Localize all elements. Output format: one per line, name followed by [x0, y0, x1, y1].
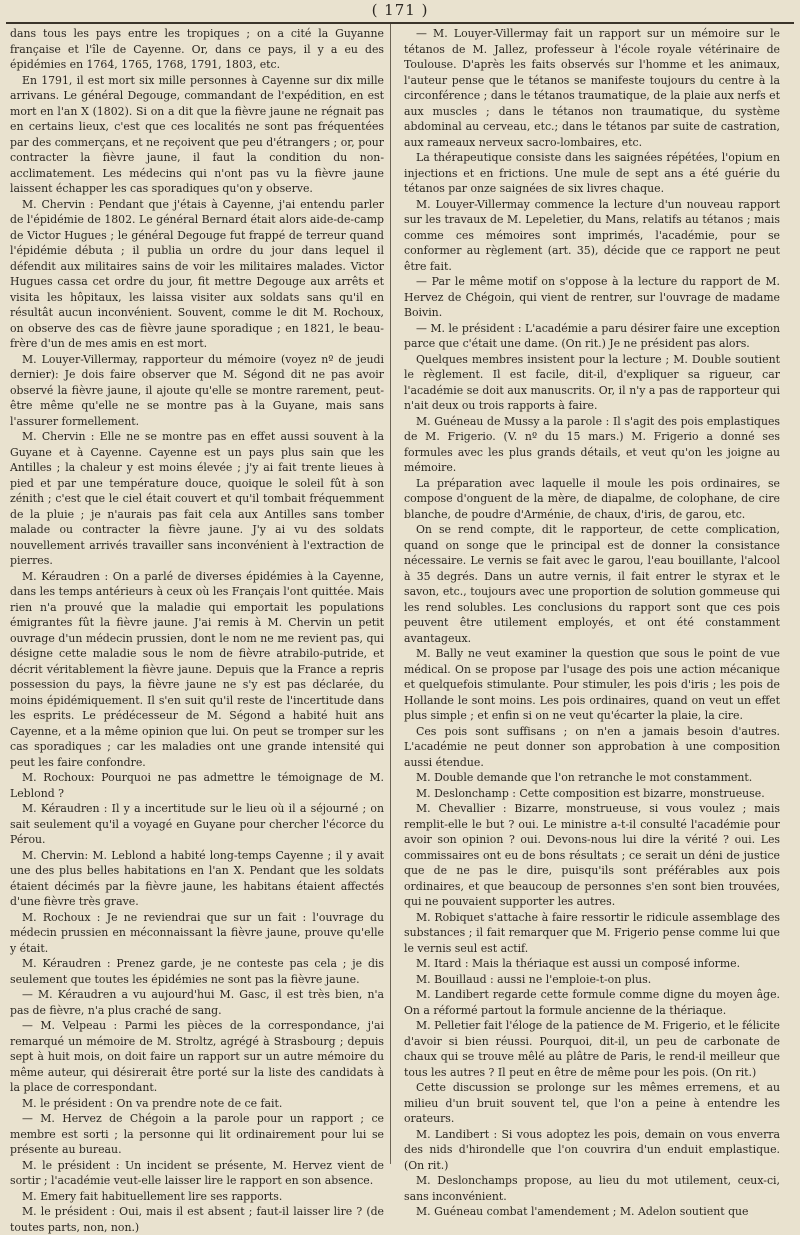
paragraph: M. Itard : Mais la thériaque est aussi un composé informe.: [416, 957, 741, 970]
paragraph: M. Louyer-Villermay commence la lecture d'un nouveau rapport sur les travaux de M. Lepeletier, du Mans, relatifs au tétanos ; mais comme ces mémoires sont imprimés, l'académie, pour se conformer au règlement (art. 35), décide que ce rapport ne peut être fait.: [404, 197, 780, 273]
paragraph: M. Chervin: M. Leblond a habité long-temps Cayenne ; il y avait une des plus belles habitations en l'an X. Pendant que les soldats étaient décimés par la fièvre jaune, les habitans étaient affectés d'une fièvre très grave.: [10, 848, 384, 908]
paragraph: M. Guéneau combat l'amendement ; M. Adelon soutient que: [416, 1205, 749, 1218]
paragraph: M. Landibert regarde cette formule comme digne du moyen âge. On a réformé partout la formule ancienne de la thériaque.: [404, 988, 780, 1017]
paragraph: M. Kéraudren : On a parlé de diverses épidémies à la Cayenne, dans les temps antérieurs à ceux où les Français l'ont quittée. Mais rien n'a prouvé que la maladie qui emportait les populations émigrantes fût la fièvre jaune. J'ai remis à M. Chervin un petit ouvrage d'un médecin prussien, dont le nom ne me revient pas, qui désigne cette maladie sous le nom de fièvre atrabilo-putride, et décrit véritablement la fièvre jaune. Depuis que la France a repris possession du pays, la fièvre jaune ne s'y est pas déclarée, du moins épidémiquement. Il s'en suit qu'il reste de l'incertitude dans les esprits. Le prédécesseur de M. Ségond a habité huit ans Cayenne, et a la même opinion que lui. On peut se tromper sur les cas sporadiques ; car les maladies ont une grande intensité qui peut les faire confondre.: [10, 569, 384, 769]
paragraph: Cette discussion se prolonge sur les mêmes erremens, et au milieu d'un bruit souvent tel, que l'on a peine à entendre les orateurs.: [404, 1081, 780, 1125]
paragraph: M. Chervin : Pendant que j'étais à Cayenne, j'ai entendu parler de l'épidémie de 1802. Le général Bernard était alors aide-de-camp de Victor Hugues ; le général Degouge fut frappé de terreur quand l'épidémie débuta ; il publia un ordre du jour dans lequel il défendit aux militaires sains de voir les militaires malades. Victor Hugues cassa cet ordre du jour, fit mettre Degouge aux arrêts et visita les hôpitaux, les laissa visiter aux soldats sans qu'il en résultât aucun inconvénient. Souvent, comme le dit M. Rochoux, on observe des cas de fièvre jaune sporadique ; en 1821, le beau-frère d'un de mes amis en est mort.: [10, 197, 384, 350]
paragraph: M. Guéneau de Mussy a la parole : Il s'agit des pois emplastiques de M. Frigerio. (V. nº du 15 mars.) M. Frigerio a donné ses formules avec les plus grands détails, et veut qu'on les joigne au mémoire.: [404, 414, 780, 474]
paragraph: Ces pois sont suffisans ; on n'en a jamais besoin d'autres. L'académie ne peut donner son approbation à une composition aussi étendue.: [404, 724, 780, 769]
paragraph: M. Deslonchamps propose, au lieu du mot utilement, ceux-ci, sans inconvénient.: [404, 1174, 780, 1203]
paragraph: dans tous les pays entre les tropiques ; on a cité la Guyanne française et l'île de Cayenne. Or, dans ce pays, il y a eu des épidémies en 1764, 1765, 1768, 1791, 1803, etc.: [10, 27, 384, 71]
paragraph: — M. le président : L'académie a paru désirer faire une exception parce que c'était une dame. (On rit.) Je ne président pas alors.: [404, 321, 780, 350]
paragraph: — M. Kéraudren a vu aujourd'hui M. Gasc, il est très bien, n'a pas de fièvre, n'a plus craché de sang.: [10, 988, 384, 1017]
paragraph: M. le président : On va prendre note de ce fait.: [22, 1096, 283, 1110]
paragraph: La préparation avec laquelle il moule les pois ordinaires, se compose d'onguent de la mère, de diapalme, de colophane, de cire blanche, de poudre d'Arménie, de chaux, d'iris, de garou, etc.: [404, 476, 780, 521]
paragraph: M. Kéraudren : Il y a incertitude sur le lieu où il a séjourné ; on sait seulement qu'il a voyagé en Guyane pour chercher l'écorce du Pérou.: [10, 802, 384, 846]
paragraph: M. Landibert : Si vous adoptez les pois, demain on vous enverra des nids d'hirondelle que l'on couvrira d'un enduit emplastique. (On rit.): [404, 1127, 780, 1172]
paragraph: M. Robiquet s'attache à faire ressortir le ridicule assemblage des substances ; il fait remarquer que M. Frigerio pense comme lui que le vernis seul est actif.: [404, 910, 780, 955]
paragraph: M. Bouillaud : aussi ne l'emploie-t-on plus.: [416, 972, 652, 986]
paragraph: En 1791, il est mort six mille personnes à Cayenne sur dix mille arrivans. Le général Degouge, commandant de l'expédition, en est mort en l'an X (1802). Si on a dit que la fièvre jaune ne régnait pas en certains lieux, c'est que ces localités ne sont pas fréquentées par des commerçans, et ne reçoivent que peu d'étrangers ; or, pour contracter la fièvre jaune, il faut la condition du non-acclimatement. Les médecins qui n'ont pas vu la fièvre jaune laissent échapper les cas sporadiques qu'on y observe.: [10, 73, 384, 195]
paragraph: La thérapeutique consiste dans les saignées répétées, l'opium en injections et en frictions. Une mule de sept ans a été guérie du tétanos par onze saignées de six livres chaque.: [404, 151, 780, 195]
paragraph: M. Kéraudren : Prenez garde, je ne conteste pas cela ; je dis seulement que toutes les épidémies ne sont pas la fièvre jaune.: [10, 957, 384, 986]
paragraph: M. Double demande que l'on retranche le mot constamment.: [416, 771, 753, 784]
paragraph: M. le président : Oui, mais il est absent ; faut-il laisser lire ? (de toutes parts, non, non.): [10, 1205, 384, 1234]
paragraph: M. Emery fait habituellement lire ses rapports.: [22, 1189, 283, 1203]
right-column: [404, 26, 780, 1218]
paragraph: Quelques membres insistent pour la lecture ; M. Double soutient le règlement. Il est facile, dit-il, d'expliquer sa rigueur, car l'académie se doit aux manuscrits. Or, il n'y a pas de rapporteur qui n'ait deux ou trois rapports à faire.: [404, 352, 780, 412]
header-rule: [6, 22, 794, 24]
paragraph: — M. Louyer-Villermay fait un rapport sur un mémoire sur le tétanos de M. Jallez, professeur à l'école royale vétérinaire de Toulouse. D'après les faits observés sur l'homme et les animaux, l'auteur pense que le tétanos se manifeste toujours du centre à la circonférence ; dans le tétanos traumatique, de la plaie aux nerfs et aux muscles ; dans le tétanos non traumatique, du système abdominal au cerveau, etc.; dans le tétanos par suite de castration, aux rameaux nerveux sacro-lombaires, etc.: [404, 27, 780, 149]
paragraph: M. le président : Un incident se présente, M. Hervez vient de sortir ; l'académie veut-elle laisser lire le rapport en son absence.: [10, 1158, 384, 1187]
column-divider: [390, 24, 391, 1164]
paragraph: — M. Velpeau : Parmi les pièces de la correspondance, j'ai remarqué un mémoire de M. Stroltz, agrégé à Strasbourg ; depuis sept à huit mois, on doit faire un rapport sur un autre mémoire du même auteur, qui désirerait être porté sur la liste des candidats à la place de correspondant.: [10, 1019, 384, 1094]
paragraph: M. Louyer-Villermay, rapporteur du mémoire (voyez nº de jeudi dernier): Je dois faire observer que M. Ségond dit ne pas avoir observé la fièvre jaune, il ajoute qu'elle se montre rarement, peut-être même qu'elle ne se montre pas à la Guyane, mais sans l'assurer formellement.: [10, 352, 384, 428]
paragraph: M. Deslonchamp : Cette composition est bizarre, monstrueuse.: [416, 786, 765, 800]
paragraph: M. Rochoux: Pourquoi ne pas admettre le témoignage de M. Leblond ?: [10, 771, 384, 800]
paragraph: M. Chervin : Elle ne se montre pas en effet aussi souvent à la Guyane et à Cayenne. Cayenne est un pays plus sain que les Antilles ; la chaleur y est moins élevée ; j'y ai fait trente lieues à pied et par une température douce, quoique le soleil fût à son zénith ; c'est que le ciel était couvert et qu'il tombait fréquemment de la pluie ; je n'aurais pas fait cela aux Antilles sans tomber malade ou contracter la fièvre jaune. J'y ai vu des soldats nouvellement arrivés travailler sans inconvénient à l'extraction de pierres.: [10, 430, 384, 567]
paragraph: M. Rochoux : Je ne reviendrai que sur un fait : l'ouvrage du médecin prussien en méconnaissant la fièvre jaune, prouve qu'elle y était.: [10, 910, 384, 955]
page-number: ( 171 ): [371, 1, 429, 19]
paragraph: — Par le même motif on s'oppose à la lecture du rapport de M. Hervez de Chégoin, qui vient de rentrer, sur l'ouvrage de madame Boivin.: [404, 275, 780, 319]
paragraph: On se rend compte, dit le rapporteur, de cette complication, quand on songe que le principal est de donner la consistance nécessaire. Le vernis se fait avec le garou, l'eau bouillante, l'alcool à 35 degrés. Dans un autre vernis, il fait entrer le styrax et le savon, etc., toujours avec une proportion de solution gommeuse qui les rend solubles. Les conclusions du rapport sont que ces pois peuvent être utilement employés, et ont été constamment avantageux.: [404, 523, 780, 645]
paragraph: M. Pelletier fait l'éloge de la patience de M. Frigerio, et le félicite d'avoir si bien réussi. Pourquoi, dit-il, un peu de carbonate de chaux qui se trouve mêlé au plâtre de Paris, le rend-il meilleur que tous les autres ? Il peut en être de même pour les pois. (On rit.): [404, 1019, 780, 1079]
paragraph: — M. Hervez de Chégoin a la parole pour un rapport ; ce membre est sorti ; la personne qui lit ordinairement pour lui se présente au bureau.: [10, 1112, 384, 1156]
paragraph: M. Chevallier : Bizarre, monstrueuse, si vous voulez ; mais remplit-elle le but ? oui. Le ministre a-t-il consulté l'académie pour avoir son opinion ? oui. Devons-nous lui dire la vérité ? oui. Les commissaires ont eu de bons résultats ; ce serait un déni de justice que de ne pas le dire, puisqu'ils sont préférables aux pois ordinaires, et que beaucoup de personnes s'en sont bien trouvées, qui ne pouvaient supporter les autres.: [404, 802, 780, 908]
paragraph: M. Bally ne veut examiner la question que sous le point de vue médical. On se propose par l'usage des pois une action mécanique et quelquefois stimulante. Pour stimuler, les pois d'iris ; les pois de Hollande le sont moins. Les pois ordinaires, quand on veut un effet plus simple ; et enfin si on ne veut qu'écarter la plaie, la cire.: [404, 647, 780, 722]
left-column: [10, 26, 384, 1234]
